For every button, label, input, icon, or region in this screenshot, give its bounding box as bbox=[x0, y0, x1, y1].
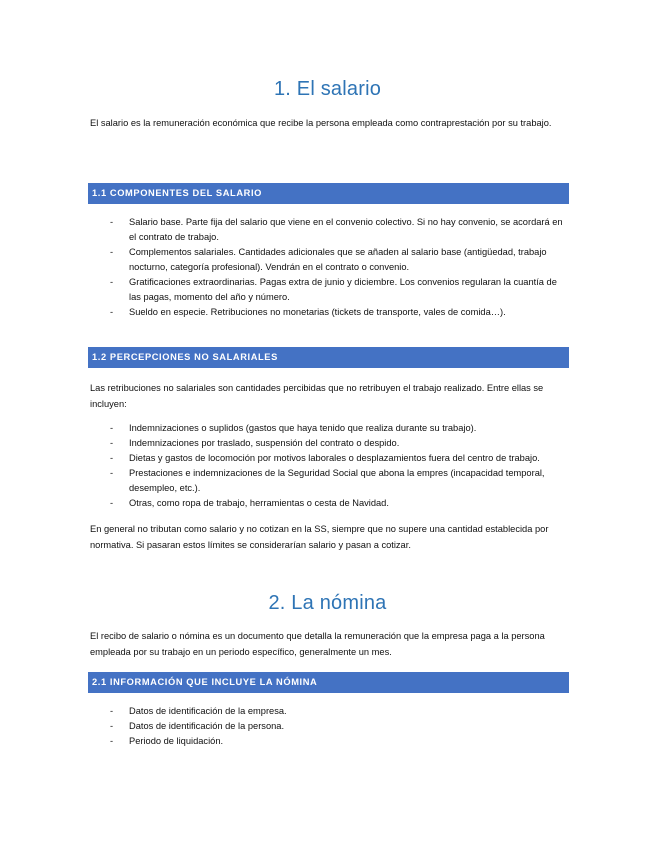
subsection-heading-informacion: 2.1 INFORMACIÓN QUE INCLUYE LA NÓMINA bbox=[88, 672, 569, 693]
list-item bbox=[110, 466, 570, 496]
list-item-text: Prestaciones e indemnizaciones de la Seguridad Social que abona la empres (incapacidad temporal, desempleo, etc.). bbox=[129, 468, 545, 493]
bullet-dash: - bbox=[110, 247, 114, 257]
bullet-dash: - bbox=[110, 277, 114, 287]
list-item-text: Datos de identificación de la persona. bbox=[129, 721, 285, 731]
subsection-intro-percepciones: Las retribuciones no salariales son cantidades percibidas que no retribuyen el trabajo realizado. Entre ellas se incluyen: bbox=[90, 383, 544, 409]
list-item-text: Otras, como ropa de trabajo, herramientas o cesta de Navidad. bbox=[129, 498, 389, 508]
list-item-text: Dietas y gastos de locomoción por motivos laborales o desplazamientos fuera del centro de trabajo. bbox=[129, 453, 540, 463]
bullet-dash: - bbox=[110, 736, 114, 746]
list-item-text: Complementos salariales. Cantidades adicionales que se añaden al salario base (antigüedad, trabajo nocturno, categoría profesional). Vendrán en el contrato o convenio. bbox=[129, 247, 547, 272]
list-item bbox=[110, 719, 570, 734]
bullet-dash: - bbox=[110, 307, 114, 317]
list-informacion bbox=[110, 704, 570, 749]
bullet-dash: - bbox=[110, 423, 114, 433]
section-intro-la-nomina: El recibo de salario o nómina es un documento que detalla la remuneración que la empresa paga a la persona empleada por su trabajo en un periodo específico, generalmente un mes. bbox=[90, 631, 545, 657]
bullet-dash: - bbox=[110, 438, 114, 448]
list-item bbox=[110, 451, 570, 466]
section-title-la-nomina: 2. La nómina bbox=[268, 592, 387, 614]
list-percepciones bbox=[110, 421, 570, 511]
list-item bbox=[110, 421, 570, 436]
list-item-text: Gratificaciones extraordinarias. Pagas extra de junio y diciembre. Los convenios regularan la cuantía de las pagas, momento del año y número. bbox=[129, 277, 557, 302]
bullet-dash: - bbox=[110, 498, 114, 508]
list-item-text: Indemnizaciones por traslado, suspensión del contrato o despido. bbox=[129, 438, 400, 448]
list-item bbox=[110, 496, 570, 511]
bullet-dash: - bbox=[110, 217, 114, 227]
list-item-text: Indemnizaciones o suplidos (gastos que haya tenido que realiza durante su trabajo). bbox=[129, 423, 477, 433]
list-item-text: Sueldo en especie. Retribuciones no monetarias (tickets de transporte, vales de comida…). bbox=[129, 307, 506, 317]
section-title-el-salario: 1. El salario bbox=[273, 78, 382, 100]
list-item bbox=[110, 704, 570, 719]
bullet-dash: - bbox=[110, 706, 114, 716]
list-item bbox=[110, 275, 570, 305]
list-item bbox=[110, 436, 570, 451]
list-item bbox=[110, 734, 570, 749]
subsection-heading-percepciones: 1.2 PERCEPCIONES NO SALARIALES bbox=[88, 347, 569, 368]
list-item-text: Periodo de liquidación. bbox=[129, 736, 224, 746]
subsection-heading-componentes: 1.1 COMPONENTES DEL SALARIO bbox=[88, 183, 569, 204]
subsection-outro-percepciones: En general no tributan como salario y no cotizan en la SS, siempre que no supere una cantidad establecida por normativa. Si pasaran estos límites se considerarían salario y pasan a cotizar. bbox=[90, 524, 549, 550]
bullet-dash: - bbox=[110, 453, 114, 463]
list-item bbox=[110, 305, 570, 320]
bullet-dash: - bbox=[110, 721, 114, 731]
list-item-text: Datos de identificación de la empresa. bbox=[129, 706, 287, 716]
list-item bbox=[110, 215, 570, 245]
list-item-text: Salario base. Parte fija del salario que viene en el convenio colectivo. Si no hay convenio, se acordará en el contrato de trabajo. bbox=[129, 217, 563, 242]
list-componentes bbox=[110, 215, 570, 320]
bullet-dash: - bbox=[110, 468, 114, 478]
section-intro-el-salario: El salario es la remuneración económica que recibe la persona empleada como contraprestación por su trabajo. bbox=[90, 118, 552, 128]
list-item bbox=[110, 245, 570, 275]
